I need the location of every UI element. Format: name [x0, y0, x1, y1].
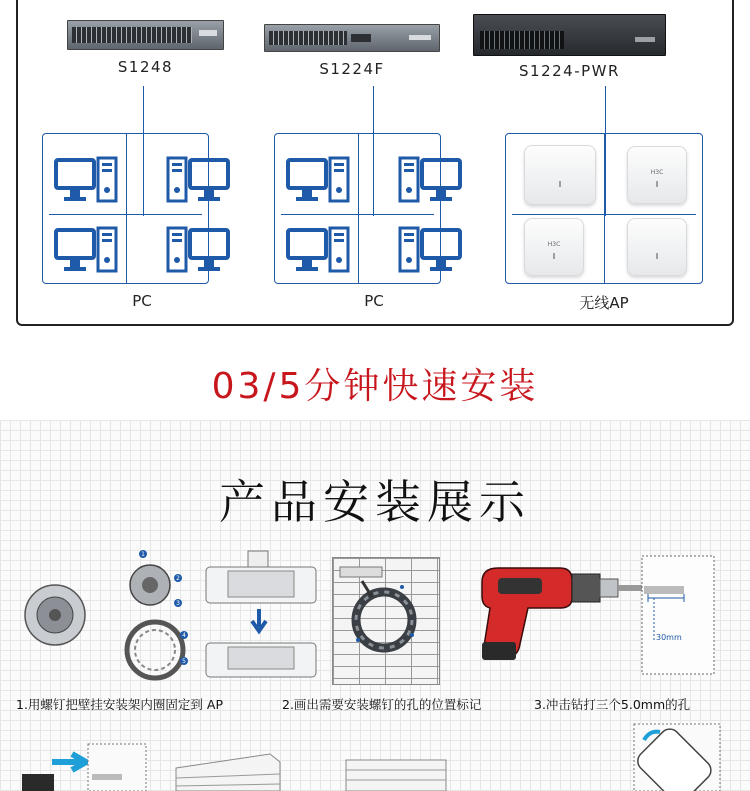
switch-label: S1248 [117, 58, 174, 76]
group-caption: PC [132, 292, 152, 310]
install-title: 产品安装展示 [219, 475, 531, 529]
ap-logo: H3C [650, 169, 664, 176]
wireless-ap-image [524, 218, 584, 276]
callout-number: 4 [182, 632, 186, 639]
step1-mount-illustration [10, 545, 325, 690]
switch-label: S1224F [319, 60, 385, 78]
callout-number: 2 [176, 575, 180, 582]
group-caption: 无线AP [579, 294, 629, 312]
callout-number: 5 [182, 658, 186, 665]
callout-number: 3 [176, 600, 180, 607]
group-caption: PC [364, 292, 384, 310]
callout-number: 1 [141, 551, 145, 558]
ap-logo: H3C [547, 241, 561, 248]
step2-mark-illustration [332, 545, 447, 690]
step-caption: 3.冲击钻打三个5.0mm的孔 [534, 697, 691, 712]
wireless-ap-image [627, 146, 687, 204]
step3-drill-illustration [468, 548, 738, 688]
drill-depth-label: 30mm [656, 633, 682, 642]
wireless-ap-image [627, 218, 687, 276]
step-caption: 2.画出需要安装螺钉的孔的位置标记 [282, 697, 482, 712]
switch-label: S1224-PWR [519, 62, 620, 80]
section-title: 03/5分钟快速安装 [211, 366, 539, 407]
wireless-ap-image [524, 145, 596, 205]
step-caption: 1.用螺钉把壁挂安装架内圈固定到 AP [16, 697, 223, 712]
step4-illustrations [0, 722, 750, 791]
